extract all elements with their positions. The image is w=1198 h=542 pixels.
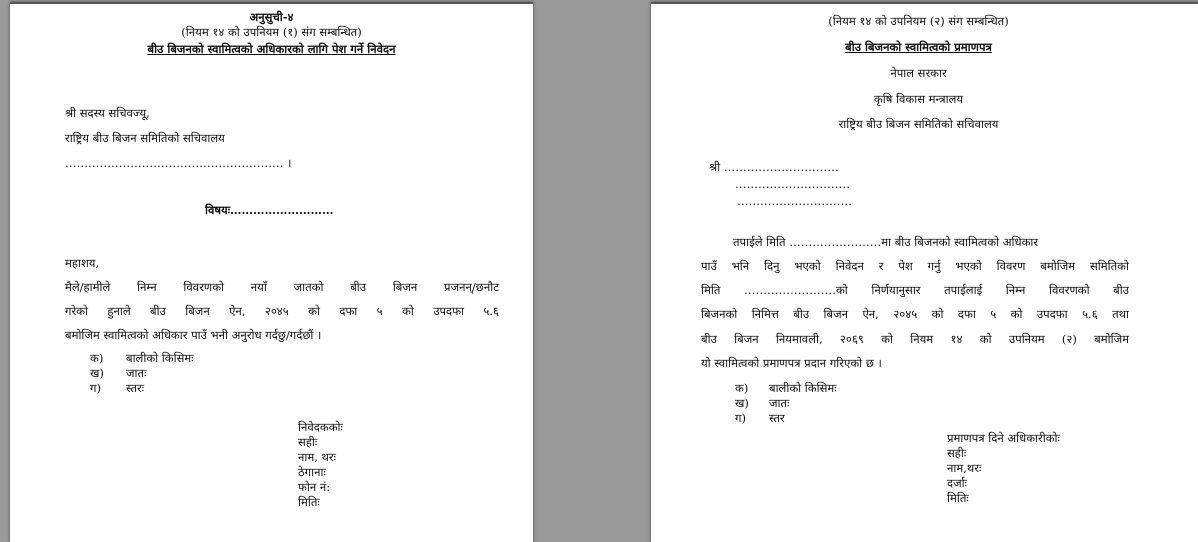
item-label: जातः	[769, 396, 790, 410]
signature-line: निवेदककोः	[298, 420, 343, 434]
body-line: गरेको हुनाले बीउ बिजन ऐन, २०४५ को दफा ५ को उपदफा ५.६	[65, 304, 499, 318]
signature-line: प्रमाणपत्र दिने अधिकारीकोः	[947, 431, 1060, 445]
dotted-line: …………………………	[737, 194, 852, 208]
body-line: पाउँ भनि दिनु भएको निवेदन र पेश गर्नु भएको विवरण बमोजिम समितिको	[701, 259, 1129, 273]
item-marker: क)	[90, 351, 104, 365]
signature-line: सहीः	[298, 435, 318, 449]
header-line: कृषि विकास मन्त्रालय	[873, 92, 964, 106]
signature-line: मितिः	[947, 491, 969, 505]
subject-line: विषयः………………………	[205, 203, 334, 217]
body-line: बमोजिम स्वामित्वको अधिकार पाउँ भनी अनुरोध गर्दछु/गर्दछौं ।	[65, 328, 322, 342]
body-line: यो स्वामित्वको प्रमाणपत्र प्रदान गरिएको छ ।	[701, 356, 882, 370]
form-title: बीउ बिजनको स्वामित्वको अधिकारको लागि पेश गर्ने निवेदन	[147, 42, 396, 56]
signature-line: दर्जाः	[947, 476, 967, 490]
signature-line: सहीः	[947, 446, 967, 460]
signature-line: नाम,थरः	[947, 461, 982, 475]
salutation: महाशय,	[65, 256, 100, 270]
certificate-page	[651, 2, 1198, 542]
dotted-line: …………………………	[735, 177, 850, 191]
item-label: बालीको किसिमः	[769, 381, 837, 395]
item-marker: ग)	[90, 381, 101, 395]
body-line: मैले/हामीले निम्न विवरणको नयाँ जातको बीउ बिजन प्रजनन्/छनौट	[65, 280, 499, 294]
page-top-edge	[10, 2, 533, 4]
addressee-line: राष्ट्रिय बीउ बिजन समितिको सचिवालय	[65, 131, 225, 145]
addressee-line: ………………………………………………… ।	[65, 156, 292, 170]
item-marker: क)	[735, 381, 749, 395]
application-form-page	[10, 2, 533, 542]
signature-line: मितिः	[298, 495, 320, 509]
body-line: बिजनको निमित्त बीउ बिजन ऐन, २०४५ को दफा ५ को उपदफा ५.६ तथा	[701, 307, 1129, 321]
item-label: जातः	[126, 366, 147, 380]
addressee-line: श्री सदस्य सचिवज्यू,	[65, 106, 150, 120]
form-title: बीउ बिजनको स्वामित्वको प्रमाणपत्र	[845, 40, 992, 54]
signature-line: ठेगानाः	[298, 465, 326, 479]
item-marker: ख)	[90, 366, 104, 380]
schedule-title: अनुसुची-४	[249, 10, 294, 24]
item-label: स्तरः	[126, 381, 145, 395]
item-marker: ग)	[735, 411, 746, 425]
shri-line: श्री …………………………	[709, 160, 839, 174]
header-line: नेपाल सरकार	[890, 66, 947, 80]
signature-line: फोन नं:	[298, 480, 331, 494]
body-line: मिति ……………………को निर्णयानुसार तपाईलाई निम्न विवरणको बीउ	[701, 283, 1129, 297]
item-marker: ख)	[735, 396, 749, 410]
page-top-edge	[651, 2, 1198, 4]
body-line: बीउ बिजन नियमावली, २०६९ को नियम १४ को उपनियम (२) बमोजिम	[701, 332, 1129, 346]
header-line: राष्ट्रिय बीउ बिजन समितिको सचिवालय	[838, 117, 999, 131]
signature-line: नाम, थरः	[298, 450, 336, 464]
body-line: तपाईले मिति ……………………मा बीउ बिजनको स्वामित्वको अधिकार	[733, 235, 1039, 249]
rule-reference: (नियम १४ को उपनियम (२) संग सम्बन्धित)	[828, 14, 1009, 28]
item-label: स्तर	[769, 411, 785, 425]
rule-reference: (नियम १४ को उपनियम (१) संग सम्बन्धित)	[181, 25, 362, 39]
item-label: बालीको किसिमः	[126, 351, 194, 365]
